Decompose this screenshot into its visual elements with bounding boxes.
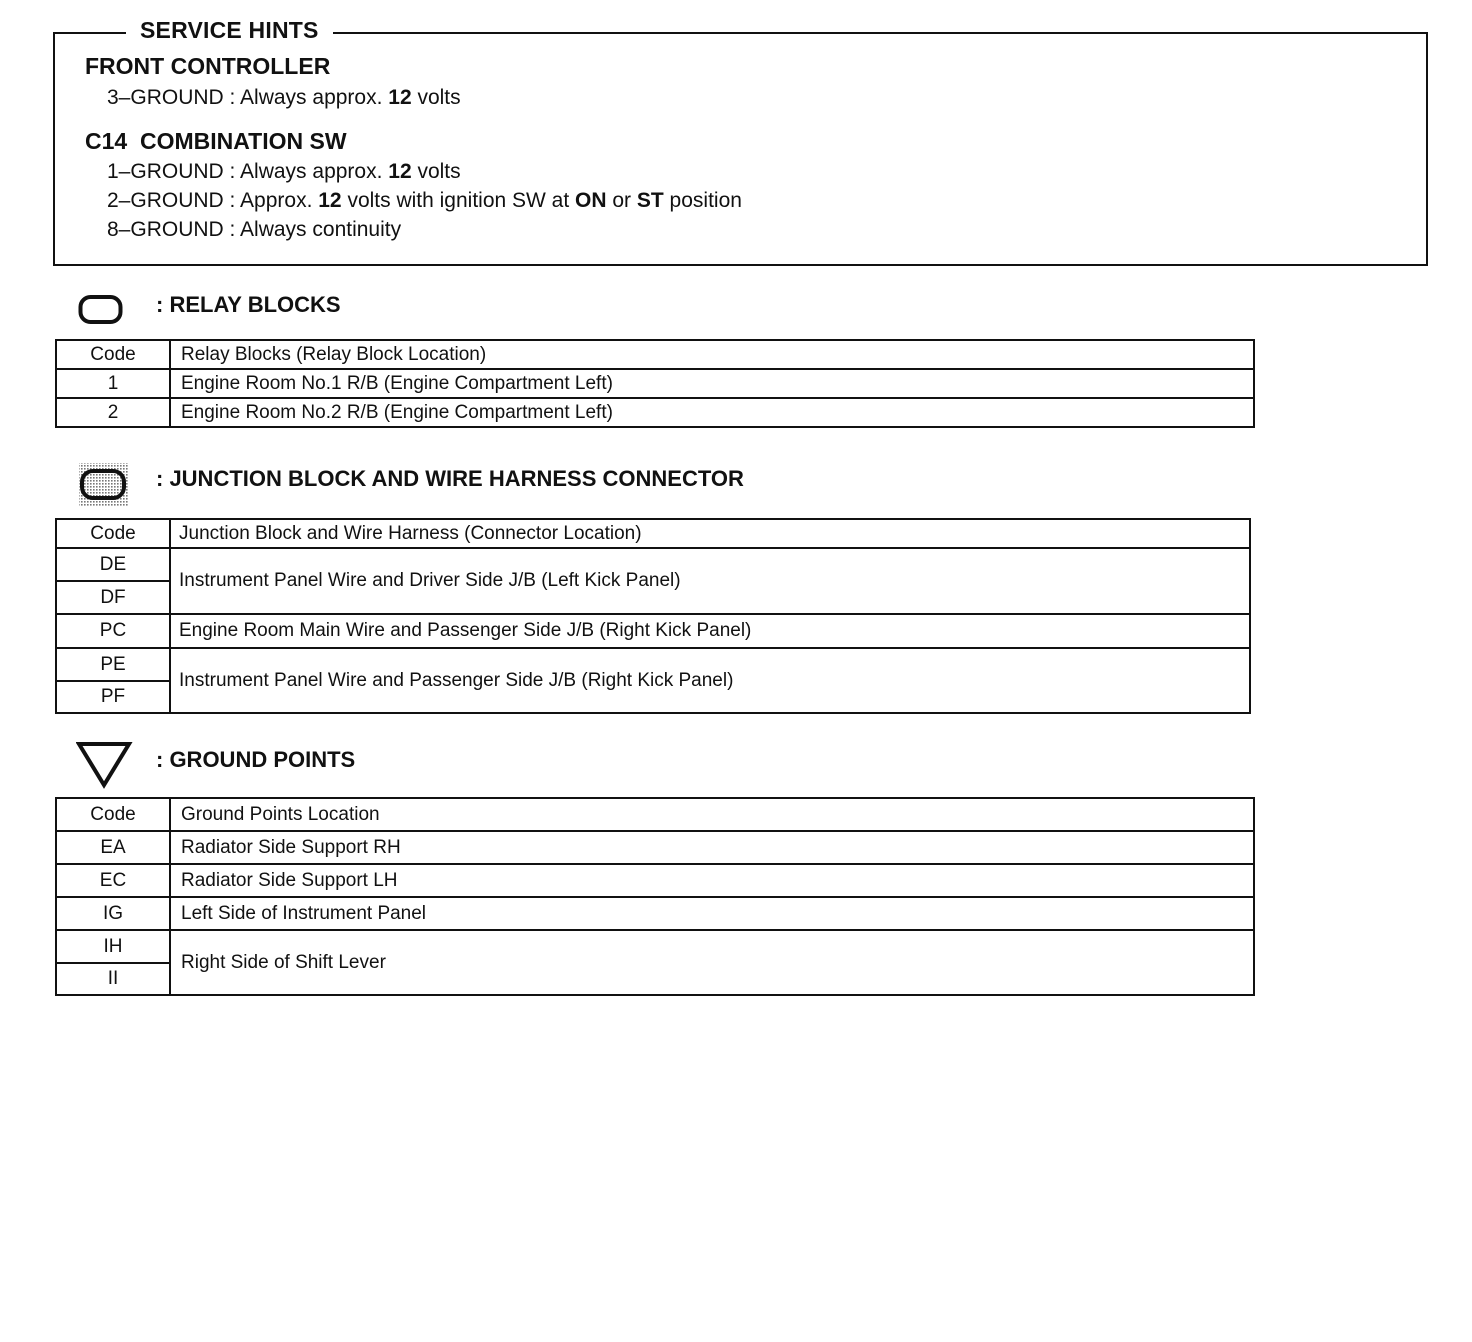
hint-text: volts [411,86,461,109]
table-header-row [56,798,1254,831]
relay-blocks-table [55,339,1255,428]
hint-text: 3–GROUND : Always approx. [107,86,389,109]
table-header-row [56,519,1250,548]
table-row [56,398,1254,427]
combination-sw-hint-3: 8–GROUND : Always continuity [107,218,402,241]
relay-blocks-heading: : RELAY BLOCKS [156,292,341,317]
code-cell: 2 [56,398,170,427]
code-cell: IG [56,897,170,930]
relay-block-icon [78,294,124,326]
description-cell: Instrument Panel Wire and Passenger Side J/B (Right Kick Panel) [170,648,1250,713]
ground-points-table [55,797,1255,996]
description-cell: Engine Room No.1 R/B (Engine Compartment Left) [170,369,1254,398]
code-header: Code [56,798,170,831]
ground-points-heading: : GROUND POINTS [156,747,356,772]
front-controller-heading: FRONT CONTROLLER [85,53,331,79]
code-cell: PF [56,681,170,713]
code-cell: EA [56,831,170,864]
junction-blocks-heading: : JUNCTION BLOCK AND WIRE HARNESS CONNECTOR [156,466,744,491]
front-controller-hint-1 [107,85,461,111]
code-cell: DF [56,581,170,614]
table-row [56,930,1254,963]
hint-value: ST [636,189,664,212]
code-header: Code [56,340,170,369]
code-cell: DE [56,548,170,581]
hint-text: 1–GROUND : Always approx. [107,160,389,183]
description-cell: Radiator Side Support LH [170,864,1254,897]
hint-text: 2–GROUND : Approx. [107,189,319,212]
table-row [56,864,1254,897]
description-header: Relay Blocks (Relay Block Location) [170,340,1254,369]
hint-text: volts [411,160,461,183]
ground-triangle-icon [76,741,134,789]
description-cell: Left Side of Instrument Panel [170,897,1254,930]
service-hints-title: SERVICE HINTS [126,16,333,44]
table-row [56,897,1254,930]
description-header: Ground Points Location [170,798,1254,831]
description-cell: Radiator Side Support RH [170,831,1254,864]
hint-value: 12 [318,189,342,212]
code-cell: 1 [56,369,170,398]
hint-value: 12 [388,86,412,109]
hint-text: or [606,189,637,212]
code-cell: IH [56,930,170,963]
hint-value: 12 [388,160,412,183]
description-cell: Right Side of Shift Lever [170,930,1254,995]
table-row [56,648,1250,681]
code-cell: EC [56,864,170,897]
combination-sw-hint-2 [107,188,742,214]
combination-sw-hint-1 [107,159,461,185]
junction-block-icon [78,462,130,508]
hint-text: position [663,189,742,212]
table-row [56,831,1254,864]
junction-blocks-table [55,518,1251,714]
table-row [56,614,1250,648]
table-row [56,369,1254,398]
description-cell: Engine Room No.2 R/B (Engine Compartment Left) [170,398,1254,427]
description-cell: Engine Room Main Wire and Passenger Side J/B (Right Kick Panel) [170,614,1250,648]
code-cell: PE [56,648,170,681]
table-header-row [56,340,1254,369]
code-cell: PC [56,614,170,648]
code-cell: II [56,963,170,995]
code-header: Code [56,519,170,548]
hint-value: ON [575,189,607,212]
description-cell: Instrument Panel Wire and Driver Side J/B (Left Kick Panel) [170,548,1250,614]
combination-sw-heading: C14 COMBINATION SW [85,128,347,154]
description-header: Junction Block and Wire Harness (Connector Location) [170,519,1250,548]
hint-text: volts with ignition SW at [341,189,576,212]
table-row [56,548,1250,581]
